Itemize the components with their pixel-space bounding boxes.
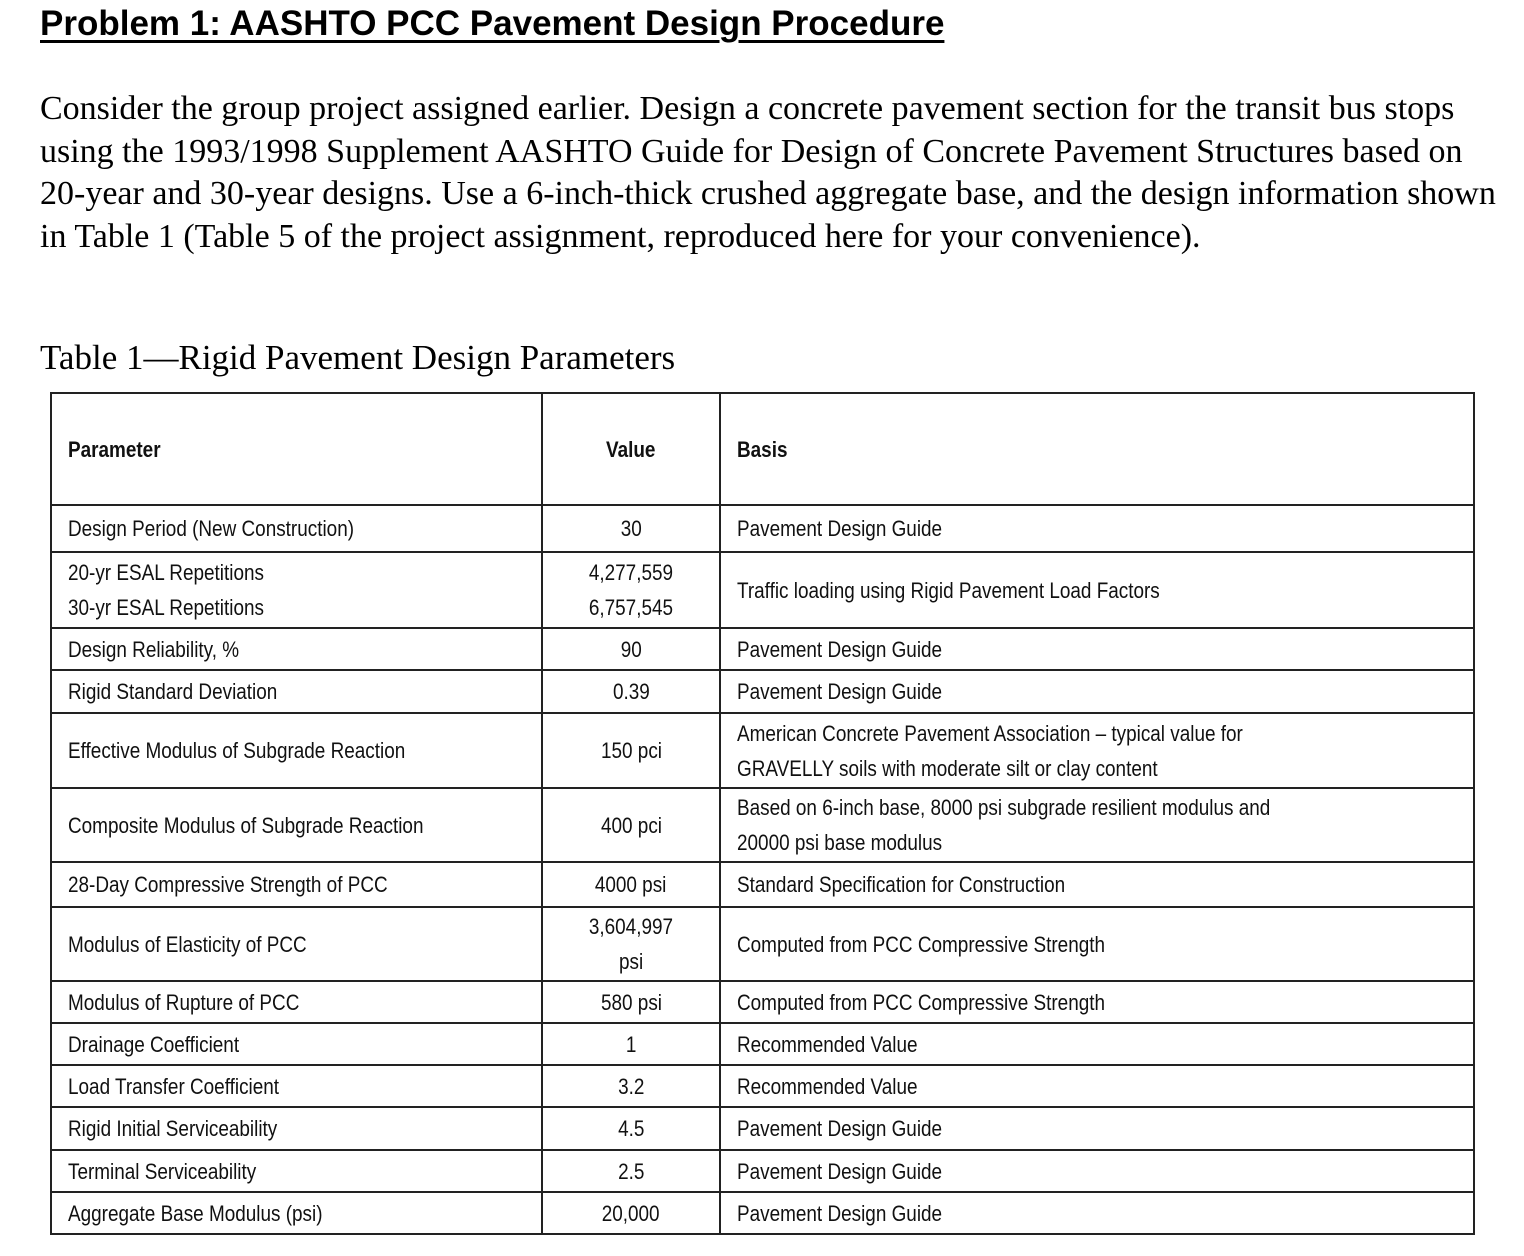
value-cell-text: psi <box>618 949 644 974</box>
table-body <box>51 505 1474 1234</box>
parameter-cell <box>51 1150 542 1192</box>
basis-cell-text: Pavement Design Guide <box>737 679 943 704</box>
table-row <box>51 1065 1474 1107</box>
value-cell-text: 3.2 <box>617 1073 645 1099</box>
parameter-cell-text: Drainage Coefficient <box>68 1031 240 1057</box>
basis-cell <box>720 981 1474 1023</box>
parameter-cell-text: Aggregate Base Modulus (psi) <box>68 1200 323 1226</box>
parameter-cell <box>51 981 542 1023</box>
value-cell <box>542 1107 720 1150</box>
parameter-cell <box>51 1107 542 1150</box>
table-row <box>51 552 1474 628</box>
value-cell-text: 30 <box>620 516 642 541</box>
basis-cell-text: Recommended Value <box>737 1031 918 1057</box>
parameter-cell-text: Modulus of Rupture of PCC <box>68 989 300 1015</box>
parameter-cell-text: Load Transfer Coefficient <box>68 1073 280 1099</box>
table-row <box>51 862 1474 907</box>
basis-cell <box>720 552 1474 628</box>
parameter-cell-text: Design Period (New Construction) <box>68 516 355 541</box>
header-basis: Basis <box>720 393 1474 505</box>
basis-cell <box>720 505 1474 552</box>
basis-cell-text: Recommended Value <box>737 1073 918 1099</box>
parameter-cell-text: 20-yr ESAL Repetitions <box>68 560 264 585</box>
value-cell-text: 20,000 <box>602 1200 660 1226</box>
basis-cell-text: Based on 6-inch base, 8000 psi subgrade resilient modulus and <box>737 795 1271 820</box>
value-cell <box>542 1065 720 1107</box>
value-cell <box>542 505 720 552</box>
basis-cell <box>720 670 1474 713</box>
parameter-cell <box>51 1192 542 1234</box>
parameter-cell <box>51 788 542 862</box>
table-caption: Table 1—Rigid Pavement Design Parameters <box>40 338 676 377</box>
header-parameter: Parameter <box>51 393 542 505</box>
value-cell-text: 6,757,545 <box>588 595 674 620</box>
basis-cell-text: Standard Specification for Construction <box>737 872 1066 897</box>
basis-cell-text: Pavement Design Guide <box>737 1116 943 1141</box>
table-row <box>51 505 1474 552</box>
basis-cell-text: Pavement Design Guide <box>737 1158 943 1184</box>
basis-cell-text: American Concrete Pavement Association – typical value for <box>737 720 1243 746</box>
value-cell <box>542 862 720 907</box>
value-cell <box>542 788 720 862</box>
table-row <box>51 713 1474 788</box>
table-row <box>51 788 1474 862</box>
problem-statement: Consider the group project assigned earlier. Design a concrete pavement section for the transit bus stops using the 1993/1998 Supplement AASHTO Guide for Design of Concrete Pavement Structures based on 20-year and 30-year designs. Use a 6-inch-thick crushed aggregate base, and the design information shown in Table 1 (Table 5 of the project assignment, reproduced here for your convenience). <box>40 90 1496 255</box>
value-cell <box>542 628 720 670</box>
value-cell-text: 150 pci <box>600 738 662 763</box>
basis-cell <box>720 1192 1474 1234</box>
header-value: Value <box>542 393 720 505</box>
table-row <box>51 628 1474 670</box>
table-row <box>51 1192 1474 1234</box>
basis-cell-text: Computed from PCC Compressive Strength <box>737 989 1106 1015</box>
basis-cell-text: GRAVELLY soils with moderate silt or clay content <box>737 755 1158 781</box>
basis-cell <box>720 1150 1474 1192</box>
parameter-cell-text: Terminal Serviceability <box>68 1158 257 1184</box>
table-row <box>51 1150 1474 1192</box>
table-row <box>51 907 1474 981</box>
value-cell <box>542 670 720 713</box>
parameter-cell <box>51 552 542 628</box>
parameter-cell <box>51 505 542 552</box>
basis-cell <box>720 862 1474 907</box>
parameter-cell-text: Modulus of Elasticity of PCC <box>68 931 307 957</box>
basis-cell <box>720 1023 1474 1065</box>
parameter-cell-text: 30-yr ESAL Repetitions <box>68 595 264 620</box>
value-cell-text: 3,604,997 <box>588 914 674 939</box>
parameter-cell <box>51 628 542 670</box>
basis-cell-text: Computed from PCC Compressive Strength <box>737 931 1106 957</box>
basis-cell <box>720 1107 1474 1150</box>
table-row <box>51 1023 1474 1065</box>
basis-cell-text: Pavement Design Guide <box>737 516 943 541</box>
parameter-cell <box>51 1065 542 1107</box>
basis-cell-text: 20000 psi base modulus <box>737 830 943 855</box>
table-row <box>51 1107 1474 1150</box>
basis-cell <box>720 1065 1474 1107</box>
parameter-cell-text: Rigid Standard Deviation <box>68 679 278 704</box>
parameter-cell-text: 28-Day Compressive Strength of PCC <box>68 872 388 897</box>
value-cell-text: 90 <box>620 636 642 662</box>
value-cell <box>542 1150 720 1192</box>
basis-cell <box>720 788 1474 862</box>
parameter-cell <box>51 670 542 713</box>
basis-cell <box>720 628 1474 670</box>
design-parameters-table <box>50 392 1475 1235</box>
parameter-cell <box>51 713 542 788</box>
value-cell-text: 4.5 <box>617 1116 645 1141</box>
table-row <box>51 981 1474 1023</box>
parameter-cell <box>51 1023 542 1065</box>
basis-cell-text: Traffic loading using Rigid Pavement Load Factors <box>737 577 1160 603</box>
value-cell-text: 4,277,559 <box>588 560 674 585</box>
problem-title: Problem 1: AASHTO PCC Pavement Design Procedure <box>40 4 945 43</box>
parameter-cell-text: Rigid Initial Serviceability <box>68 1116 278 1141</box>
value-cell-text: 580 psi <box>600 989 662 1015</box>
value-cell-text: 0.39 <box>612 679 650 704</box>
basis-cell-text: Pavement Design Guide <box>737 636 943 662</box>
value-cell-text: 2.5 <box>617 1158 645 1184</box>
parameter-cell <box>51 907 542 981</box>
value-cell <box>542 981 720 1023</box>
value-cell <box>542 713 720 788</box>
parameter-cell-text: Design Reliability, % <box>68 636 240 662</box>
parameter-cell-text: Effective Modulus of Subgrade Reaction <box>68 738 406 763</box>
basis-cell <box>720 713 1474 788</box>
basis-cell-text: Pavement Design Guide <box>737 1200 943 1226</box>
value-cell <box>542 1192 720 1234</box>
table-row <box>51 670 1474 713</box>
value-cell-text: 1 <box>625 1031 637 1057</box>
table-header-row <box>51 393 1474 505</box>
value-cell-text: 400 pci <box>600 812 662 838</box>
value-cell-text: 4000 psi <box>595 872 667 897</box>
value-cell <box>542 907 720 981</box>
basis-cell <box>720 907 1474 981</box>
value-cell <box>542 1023 720 1065</box>
value-cell <box>542 552 720 628</box>
parameter-cell-text: Composite Modulus of Subgrade Reaction <box>68 812 424 838</box>
parameter-cell <box>51 862 542 907</box>
